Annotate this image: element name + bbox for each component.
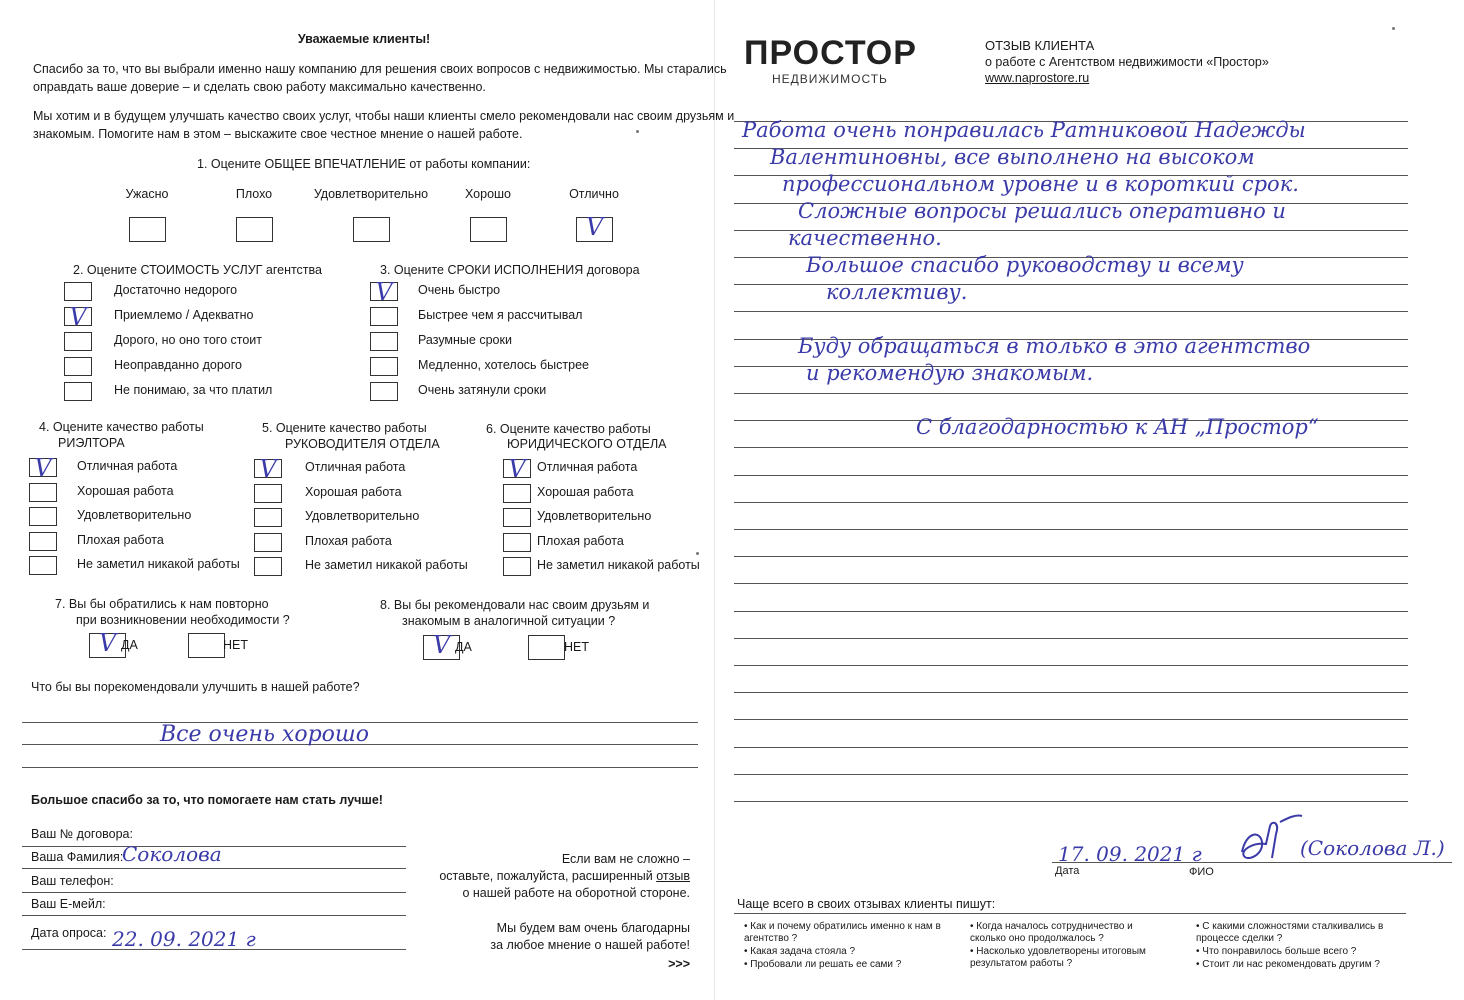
survey-date-value[interactable]: 22. 09. 2021 г <box>112 927 256 951</box>
q8-yes-mark: V <box>432 631 451 659</box>
q4-option-label: Плохая работа <box>77 532 164 547</box>
bullet-icon: • <box>1196 921 1203 932</box>
intro-line-2: оправдать ваше доверие – и сделать свою работу максимально качественно. <box>33 80 486 94</box>
ruled-line <box>734 393 1408 394</box>
contract-label: Ваш № договора: <box>31 827 133 841</box>
ruled-line <box>734 774 1408 775</box>
q5-checkbox[interactable] <box>254 533 282 552</box>
ruled-line <box>734 447 1408 448</box>
review-line[interactable]: и рекомендую знакомым. <box>806 361 1094 385</box>
q8-no-checkbox[interactable] <box>528 635 565 660</box>
bullet-icon: • <box>970 921 977 932</box>
q6-option-label: Хорошая работа <box>537 484 634 499</box>
tip-text: Что понравилось больше всего ? <box>1202 946 1357 957</box>
q4-option-label: Удовлетворительно <box>77 508 192 522</box>
review-line[interactable]: Работа очень понравилась Ратниковой Надежды <box>742 118 1306 142</box>
email-label: Ваш Е-мейл: <box>31 897 106 911</box>
fio-label: ФИО <box>1189 866 1214 878</box>
bullet-icon: • <box>1196 959 1203 970</box>
q1-option-label: Удовлетворительно <box>313 187 429 201</box>
review-header-title: ОТЗЫВ КЛИЕНТА <box>985 38 1095 53</box>
tip-text: Как и почему обратились именно к нам в агентство ? <box>744 921 941 944</box>
ruled-line <box>734 556 1408 557</box>
scan-dot <box>1392 27 1395 30</box>
review-line[interactable]: Сложные вопросы решались оперативно и <box>798 199 1286 223</box>
intro-line-1: Спасибо за то, что вы выбрали именно нашу компанию для решения своих вопросов с недвижимостью. Мы старались <box>33 62 727 76</box>
q4-checkbox[interactable] <box>29 483 57 502</box>
surname-value[interactable]: Соколова <box>122 842 222 866</box>
q5-title: 5. Оцените качество работы <box>262 421 427 435</box>
logo-mark: ПРОСТОР <box>744 34 917 72</box>
q6-title: 6. Оцените качество работы <box>486 422 651 436</box>
q7-subtitle: при возникновении необходимости ? <box>76 613 290 627</box>
q6-checkbox[interactable] <box>503 455 531 483</box>
q5-subtitle: РУКОВОДИТЕЛЯ ОТДЕЛА <box>285 437 440 451</box>
q7-title: 7. Вы бы обратились к нам повторно <box>55 597 269 611</box>
tips-title: Чаще всего в своих отзывах клиенты пишут: <box>737 897 996 911</box>
q5-option-label: Удовлетворительно <box>305 509 420 523</box>
q2-check-mark: V <box>69 303 87 331</box>
q4-checkbox[interactable] <box>29 556 57 575</box>
q1-title: 1. Оцените ОБЩЕЕ ВПЕЧАТЛЕНИЕ от работы компании: <box>197 157 531 171</box>
review-line[interactable]: качественно. <box>788 226 942 250</box>
ruled-line <box>734 665 1408 666</box>
q3-option-label: Очень затянули сроки <box>418 383 547 397</box>
logo-subtitle: НЕДВИЖИМОСТЬ <box>772 72 888 86</box>
intro-line-3: Мы хотим и в будущем улучшать качество своих услуг, чтобы наши клиенты смело рекомендовали нас своим друзьям и <box>33 109 735 123</box>
improve-answer[interactable]: Все очень хорошо <box>160 722 369 747</box>
q1-option-label: Отлично <box>569 187 619 201</box>
survey-date-label: Дата опроса: <box>31 926 107 940</box>
q4-checkbox[interactable] <box>29 507 57 526</box>
q6-check-mark: V <box>508 455 526 483</box>
q6-subtitle: ЮРИДИЧЕСКОГО ОТДЕЛА <box>507 437 667 451</box>
tip-item <box>1196 921 1396 945</box>
q1-checkbox[interactable] <box>576 213 613 242</box>
q6-option-label: Не заметил никакой работы <box>537 558 700 572</box>
scan-dot <box>636 130 639 133</box>
bullet-icon: • <box>744 921 751 932</box>
q8-no-label: НЕТ <box>564 640 589 654</box>
note-line-5: за любое мнение о нашей работе! <box>490 938 690 952</box>
ruled-line <box>734 638 1408 639</box>
tip-item <box>1196 946 1396 958</box>
q3-checkbox[interactable] <box>370 307 398 326</box>
q2-checkbox[interactable] <box>64 332 92 351</box>
q6-option-label: Отличная работа <box>537 460 638 474</box>
ruled-line <box>734 311 1408 312</box>
q3-checkbox[interactable] <box>370 357 398 376</box>
q3-option-label: Разумные сроки <box>418 333 512 347</box>
q5-option-label: Плохая работа <box>305 533 392 548</box>
q6-checkbox[interactable] <box>503 533 531 552</box>
q2-option-label: Дорого, но оно того стоит <box>114 333 262 347</box>
phone-label: Ваш телефон: <box>31 874 114 888</box>
q2-checkbox[interactable] <box>64 357 92 376</box>
surname-line <box>22 868 406 869</box>
q2-title: 2. Оцените СТОИМОСТЬ УСЛУГ агентства <box>73 263 322 277</box>
logo <box>744 36 917 86</box>
tip-text: Насколько удовлетворены итоговым результатом работы ? <box>970 946 1146 969</box>
ruled-line <box>734 801 1408 802</box>
arrows: >>> <box>668 957 690 971</box>
q5-option-label: Хорошая работа <box>305 484 402 499</box>
ruled-line <box>734 475 1408 476</box>
q3-option-label: Медленно, хотелось быстрее <box>418 358 589 372</box>
improve-line-3 <box>22 767 698 768</box>
q1-checkbox[interactable] <box>236 217 273 242</box>
fio-value[interactable]: (Соколова Л.) <box>1300 836 1445 860</box>
q8-yes-label: ДА <box>455 640 472 654</box>
site-link[interactable]: www.naprostore.ru <box>985 71 1090 85</box>
q2-option-label: Приемлемо / Адекватно <box>114 308 254 322</box>
q5-check-mark: V <box>259 455 277 483</box>
q3-option-label: Быстрее чем я рассчитывал <box>418 308 583 322</box>
q7-no-label: НЕТ <box>223 638 248 652</box>
ruled-line <box>734 692 1408 693</box>
tip-item <box>970 921 1170 945</box>
tip-text: С какими сложностями сталкивались в процессе сделки ? <box>1196 921 1384 944</box>
q6-checkbox[interactable] <box>503 508 531 527</box>
q2-option-label: Не понимаю, за что платил <box>114 383 273 397</box>
survey-date-line <box>22 949 406 950</box>
q4-checkbox[interactable] <box>29 454 57 482</box>
review-line[interactable]: Большое спасибо руководству и всему <box>806 253 1244 277</box>
ruled-line <box>734 611 1408 612</box>
q1-checkbox[interactable] <box>470 217 507 242</box>
note-line-1: Если вам не сложно – <box>561 852 690 866</box>
review-line[interactable]: коллективу. <box>826 280 968 304</box>
q5-checkbox[interactable] <box>254 484 282 503</box>
tips-divider <box>734 913 1406 914</box>
ruled-line <box>734 719 1408 720</box>
q1-option-label: Ужасно <box>125 187 169 201</box>
tip-text: Стоит ли нас рекомендовать другим ? <box>1202 959 1380 970</box>
q2-option-label: Неоправданно дорого <box>114 358 242 372</box>
signature-line <box>1052 862 1452 863</box>
ruled-line <box>734 747 1408 748</box>
q7-yes-label: ДА <box>121 638 138 652</box>
q6-checkbox[interactable] <box>503 557 531 576</box>
q5-checkbox[interactable] <box>254 455 282 483</box>
q3-check-mark: V <box>375 278 393 306</box>
ruled-line <box>734 502 1408 503</box>
q7-no-checkbox[interactable] <box>188 633 225 658</box>
q1-option-label: Хорошо <box>464 187 512 201</box>
q3-checkbox[interactable] <box>370 278 398 306</box>
bullet-icon: • <box>970 946 977 957</box>
q2-checkbox[interactable] <box>64 303 92 331</box>
tip-text: Пробовали ли решать ее сами ? <box>750 959 902 970</box>
thanks-heading: Большое спасибо за то, что помогаете нам стать лучше! <box>31 793 383 807</box>
greeting: Уважаемые клиенты! <box>297 32 431 46</box>
q4-option-label: Не заметил никакой работы <box>77 557 240 571</box>
scan-dot <box>696 552 699 555</box>
q2-checkbox[interactable] <box>64 382 92 401</box>
q7-yes-mark: V <box>98 629 117 657</box>
q1-checkbox[interactable] <box>129 217 166 242</box>
q1-checkbox[interactable] <box>353 217 390 242</box>
tip-item <box>970 946 1170 970</box>
bullet-icon: • <box>744 959 751 970</box>
q5-checkbox[interactable] <box>254 508 282 527</box>
q8-title: 8. Вы бы рекомендовали нас своим друзьям и <box>380 598 650 612</box>
tip-item <box>744 946 944 958</box>
date-label: Дата <box>1055 865 1080 877</box>
q5-option-label: Не заметил никакой работы <box>305 558 468 572</box>
intro-line-4: знакомым. Помогите нам в этом – выскажите свое честное мнение о нашей работе. <box>33 127 523 141</box>
q5-checkbox[interactable] <box>254 557 282 576</box>
q4-option-label: Отличная работа <box>77 459 178 473</box>
review-header-subtitle: о работе с Агентством недвижимости «Простор» <box>985 55 1269 69</box>
review-line[interactable]: Буду обращаться в только в это агентство <box>798 334 1311 358</box>
q2-option-label: Достаточно недорого <box>114 283 238 297</box>
note-line-3: о нашей работе на оборотной стороне. <box>462 886 690 900</box>
q2-checkbox[interactable] <box>64 282 92 301</box>
ruled-line <box>734 583 1408 584</box>
q3-option-label: Очень быстро <box>418 283 501 297</box>
review-link[interactable]: отзыв <box>656 869 690 883</box>
q1-option-label: Плохо <box>235 187 273 201</box>
q1-check-mark: V <box>585 213 604 241</box>
tip-item <box>744 959 944 971</box>
q5-option-label: Отличная работа <box>305 460 406 474</box>
signature-mark <box>1236 812 1306 874</box>
surname-label: Ваша Фамилия: <box>31 850 124 864</box>
review-line[interactable]: Валентиновны, все выполнено на высоком <box>770 145 1255 169</box>
q4-title: 4. Оцените качество работы <box>39 420 204 434</box>
q4-option-label: Хорошая работа <box>77 483 174 498</box>
bullet-icon: • <box>744 946 751 957</box>
note-line-4: Мы будем вам очень благодарны <box>496 921 690 935</box>
note-line-2: оставьте, пожалуйста, расширенный отзыв <box>439 869 690 883</box>
q6-checkbox[interactable] <box>503 484 531 503</box>
q3-title: 3. Оцените СРОКИ ИСПОЛНЕНИЯ договора <box>380 263 640 277</box>
q3-checkbox[interactable] <box>370 332 398 351</box>
q3-checkbox[interactable] <box>370 382 398 401</box>
tip-item <box>744 921 944 945</box>
tip-text: Когда началось сотрудничество и сколько оно продолжалось ? <box>970 921 1133 944</box>
signature <box>1236 812 1306 874</box>
review-line[interactable]: С благодарностью к АН „Простор“ <box>916 415 1319 439</box>
review-date-value[interactable]: 17. 09. 2021 г <box>1058 842 1202 866</box>
q4-subtitle: РИЭЛТОРА <box>58 436 125 450</box>
ruled-line <box>734 529 1408 530</box>
improve-question: Что бы вы порекомендовали улучшить в нашей работе? <box>31 680 360 694</box>
q4-checkbox[interactable] <box>29 532 57 551</box>
bullet-icon: • <box>1196 946 1203 957</box>
tip-item <box>1196 959 1396 971</box>
q6-option-label: Удовлетворительно <box>537 509 652 523</box>
tip-text: Какая задача стояла ? <box>750 946 856 957</box>
page-fold <box>714 0 715 1000</box>
review-line[interactable]: профессиональном уровне и в короткий срок. <box>782 172 1299 196</box>
email-line <box>22 915 406 916</box>
phone-line <box>22 892 406 893</box>
q8-subtitle: знакомым в аналогичной ситуации ? <box>402 614 616 628</box>
q6-option-label: Плохая работа <box>537 533 624 548</box>
q4-check-mark: V <box>34 454 52 482</box>
